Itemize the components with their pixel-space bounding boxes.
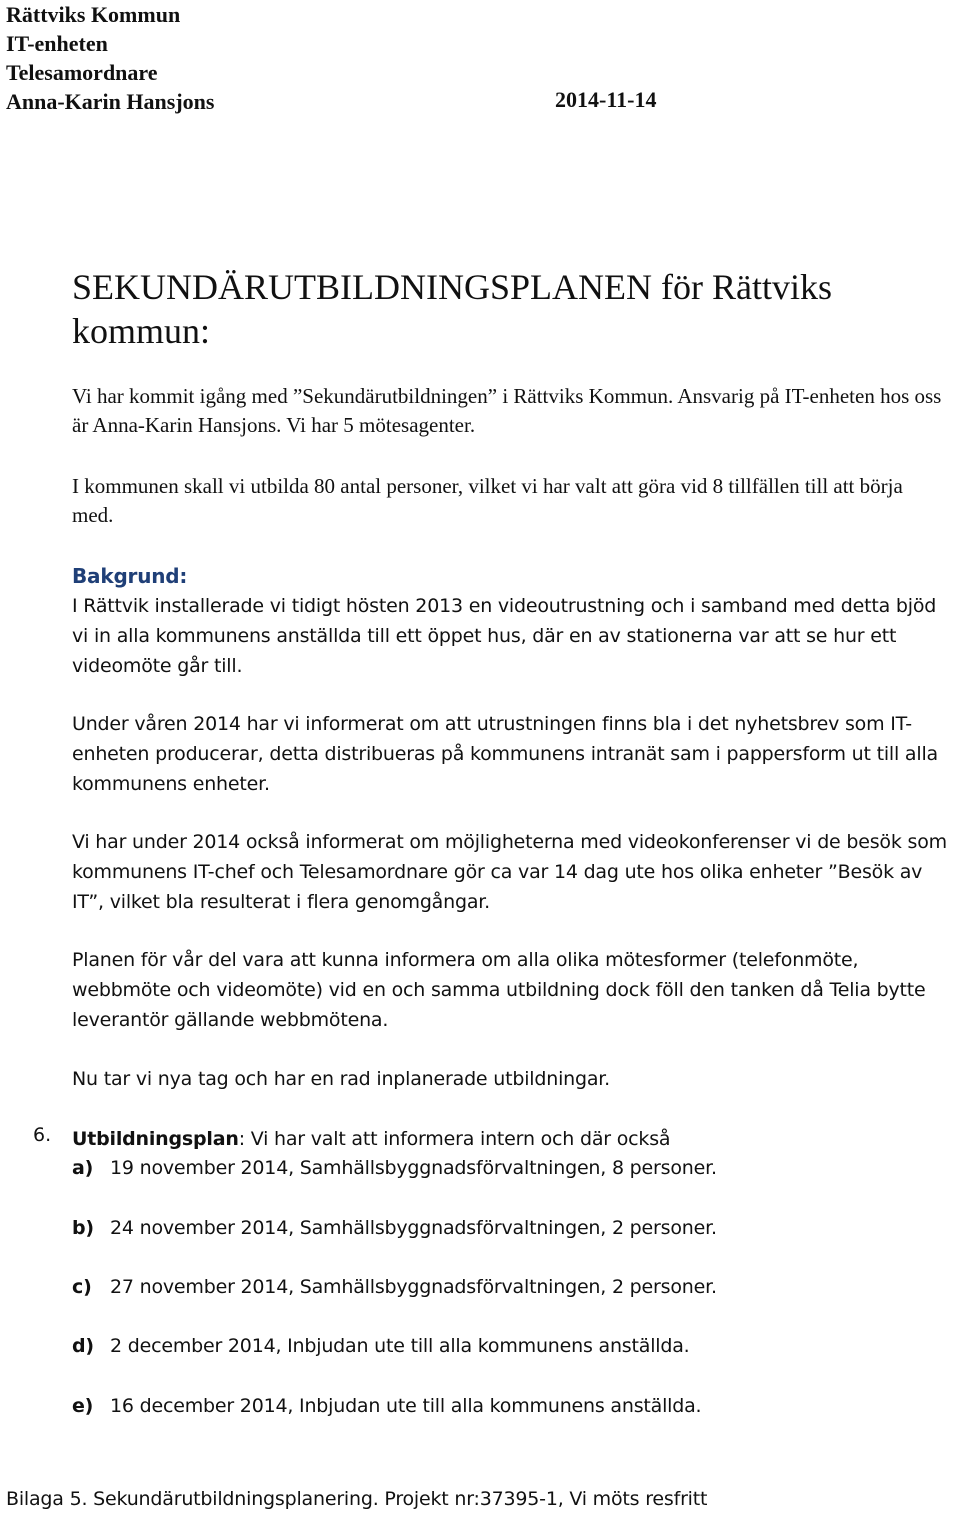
header-org: Rättviks Kommun — [6, 2, 181, 27]
plan-item-letter: d) — [72, 1335, 94, 1357]
footer-attachment-note: Bilaga 5. Sekundärutbildningsplanering. Projekt nr:37395-1, Vi möts resfritt — [6, 1488, 708, 1510]
plan-item-letter: e) — [72, 1395, 94, 1417]
background-paragraph-3: Vi har under 2014 också informerat om möjligheterna med videokonferenser vi de besök som kommunens IT-chef och Telesamordnare gör ca var 14 dag ute hos olika enheter ”Besök av IT”, vilket bla resulterat i flera genomgångar. — [72, 831, 947, 913]
plan-item-text: 19 november 2014, Samhällsbyggnadsförvaltningen, 8 personer. — [110, 1157, 717, 1179]
plan-item — [72, 1331, 690, 1361]
plan-item-text: 16 december 2014, Inbjudan ute till alla kommunens anställda. — [110, 1395, 702, 1417]
background-paragraph-5: Nu tar vi nya tag och har en rad inplanerade utbildningar. — [72, 1068, 610, 1090]
document-title: SEKUNDÄRUTBILDNINGSPLANEN för Rättviks kommun: — [72, 267, 832, 351]
plan-label: Utbildningsplan — [72, 1128, 239, 1150]
plan-number: 6. — [33, 1124, 52, 1146]
plan-item-letter: b) — [72, 1217, 94, 1239]
header-name: Anna-Karin Hansjons — [6, 89, 215, 114]
header-role: Telesamordnare — [6, 60, 158, 85]
header-date: 2014-11-14 — [555, 87, 657, 112]
intro-paragraph-2: I kommunen skall vi utbilda 80 antal personer, vilket vi har valt att göra vid 8 tillfällen till att börja med. — [72, 474, 903, 527]
plan-text: : Vi har valt att informera intern och där också — [238, 1128, 671, 1150]
background-paragraph-2: Under våren 2014 har vi informerat om att utrustningen finns bla i det nyhetsbrev som IT-enheten producerar, detta distribueras på kommunens intranät sam i pappersform ut till alla kommunens enheter. — [72, 713, 938, 795]
header-dept: IT-enheten — [6, 31, 108, 56]
background-paragraph-4: Planen för vår del vara att kunna informera om alla olika mötesformer (telefonmöte, webbmöte och videomöte) vid en och samma utbildning dock föll den tanken då Telia bytte leverantör gällande webbmötena. — [72, 949, 926, 1031]
background-heading: Bakgrund: — [72, 564, 188, 588]
plan-item-text: 27 november 2014, Samhällsbyggnadsförvaltningen, 2 personer. — [110, 1276, 717, 1298]
plan-item — [72, 1391, 701, 1421]
plan-item-text: 24 november 2014, Samhällsbyggnadsförvaltningen, 2 personer. — [110, 1217, 717, 1239]
plan-item-letter: c) — [72, 1276, 92, 1298]
intro-paragraph-1: Vi har kommit igång med ”Sekundärutbildningen” i Rättviks Kommun. Ansvarig på IT-enheten hos oss är Anna-Karin Hansjons. Vi har 5 mötesagenter. — [72, 384, 942, 437]
plan-item — [72, 1213, 717, 1243]
plan-item — [72, 1153, 717, 1183]
background-paragraph-1: I Rättvik installerade vi tidigt hösten 2013 en videoutrustning och i samband med detta bjöd vi in alla kommunens anställda till ett öppet hus, där en av stationerna var att se hur ett videomöte går till. — [72, 595, 937, 677]
plan-item — [72, 1272, 717, 1302]
plan-item-letter: a) — [72, 1157, 94, 1179]
plan-item-text: 2 december 2014, Inbjudan ute till alla kommunens anställda. — [110, 1335, 690, 1357]
plan-heading — [72, 1124, 670, 1154]
